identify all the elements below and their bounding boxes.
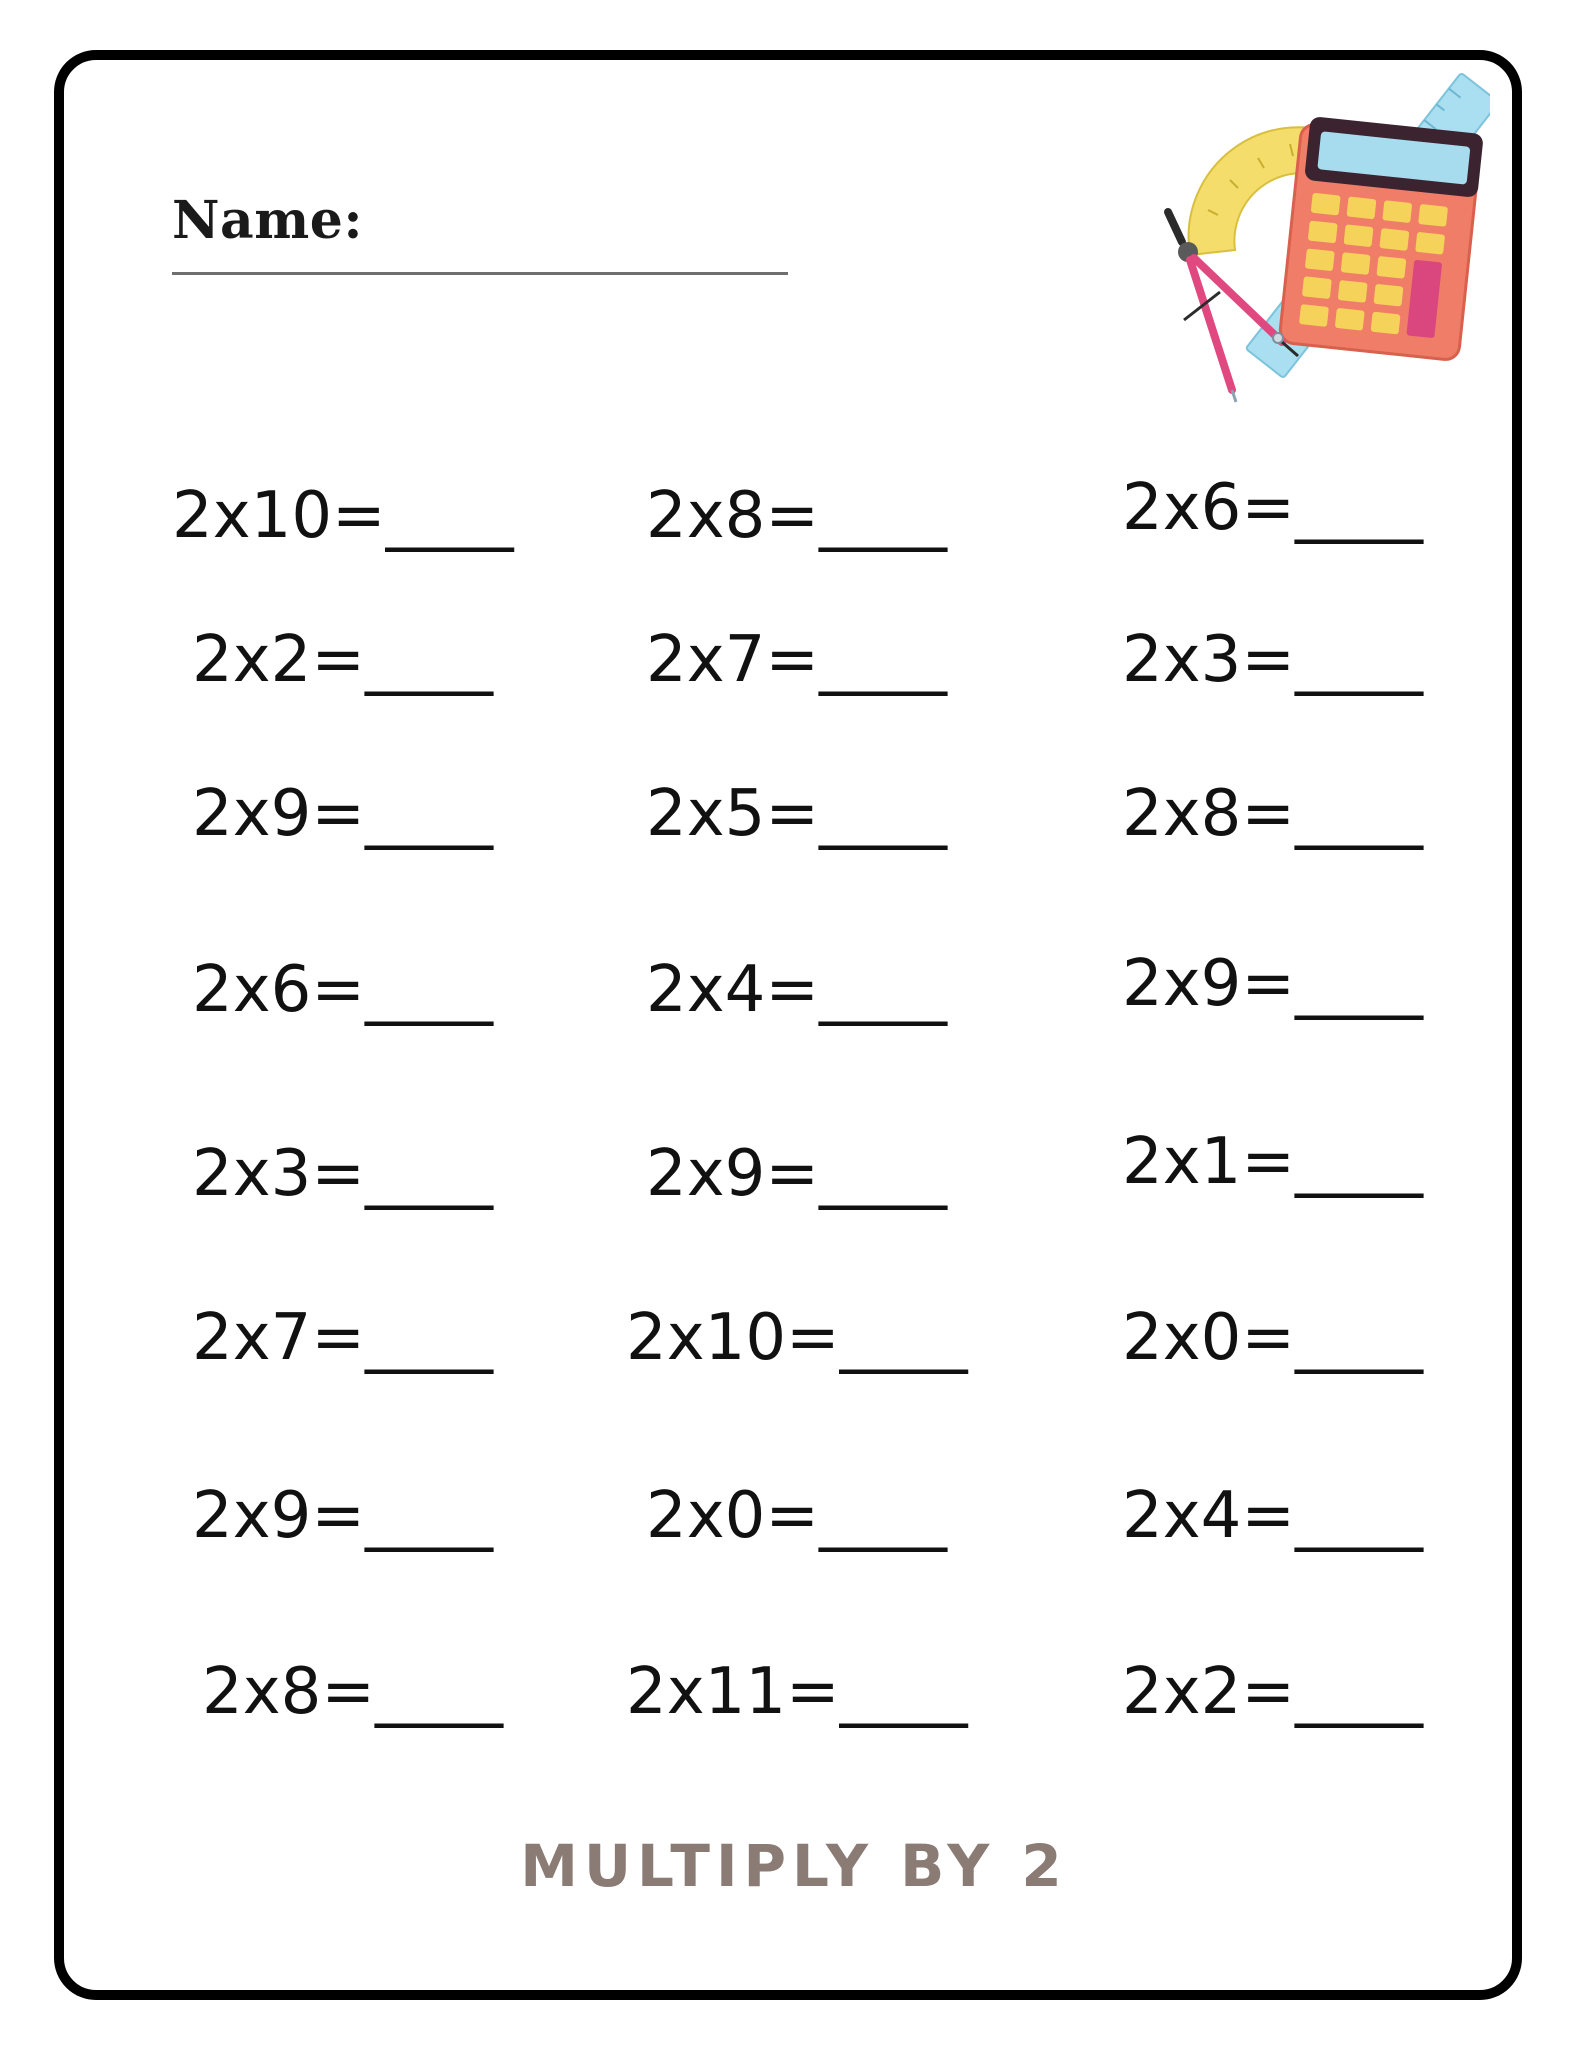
- problem-r5-c1: 2x3=____: [192, 1137, 493, 1211]
- problem-r1-c3: 2x6=____: [1122, 471, 1423, 545]
- problem-r1-c1: 2x10=____: [172, 479, 514, 553]
- problem-r2-c3: 2x3=____: [1122, 623, 1423, 697]
- name-label: Name:: [172, 190, 364, 251]
- problem-r4-c1: 2x6=____: [192, 953, 493, 1027]
- math-tools-icon: [1150, 60, 1490, 410]
- problem-r5-c3: 2x1=____: [1122, 1125, 1423, 1199]
- problem-r8-c1: 2x8=____: [202, 1655, 503, 1729]
- problem-r8-c2: 2x11=____: [626, 1655, 968, 1729]
- problem-r2-c1: 2x2=____: [192, 623, 493, 697]
- problem-r6-c3: 2x0=____: [1122, 1301, 1423, 1375]
- problem-r4-c3: 2x9=____: [1122, 947, 1423, 1021]
- problem-r6-c1: 2x7=____: [192, 1301, 493, 1375]
- problem-r4-c2: 2x4=____: [646, 953, 947, 1027]
- problem-r2-c2: 2x7=____: [646, 623, 947, 697]
- problem-r8-c3: 2x2=____: [1122, 1655, 1423, 1729]
- worksheet-title: MULTIPLY BY 2: [520, 1832, 1068, 1900]
- problem-r3-c1: 2x9=____: [192, 777, 493, 851]
- problem-r3-c2: 2x5=____: [646, 777, 947, 851]
- name-underline: [172, 272, 788, 275]
- problem-r6-c2: 2x10=____: [626, 1301, 968, 1375]
- problem-r7-c1: 2x9=____: [192, 1479, 493, 1553]
- problem-r5-c2: 2x9=____: [646, 1137, 947, 1211]
- problem-r7-c3: 2x4=____: [1122, 1479, 1423, 1553]
- problem-r1-c2: 2x8=____: [646, 479, 947, 553]
- problem-r3-c3: 2x8=____: [1122, 777, 1423, 851]
- problem-r7-c2: 2x0=____: [646, 1479, 947, 1553]
